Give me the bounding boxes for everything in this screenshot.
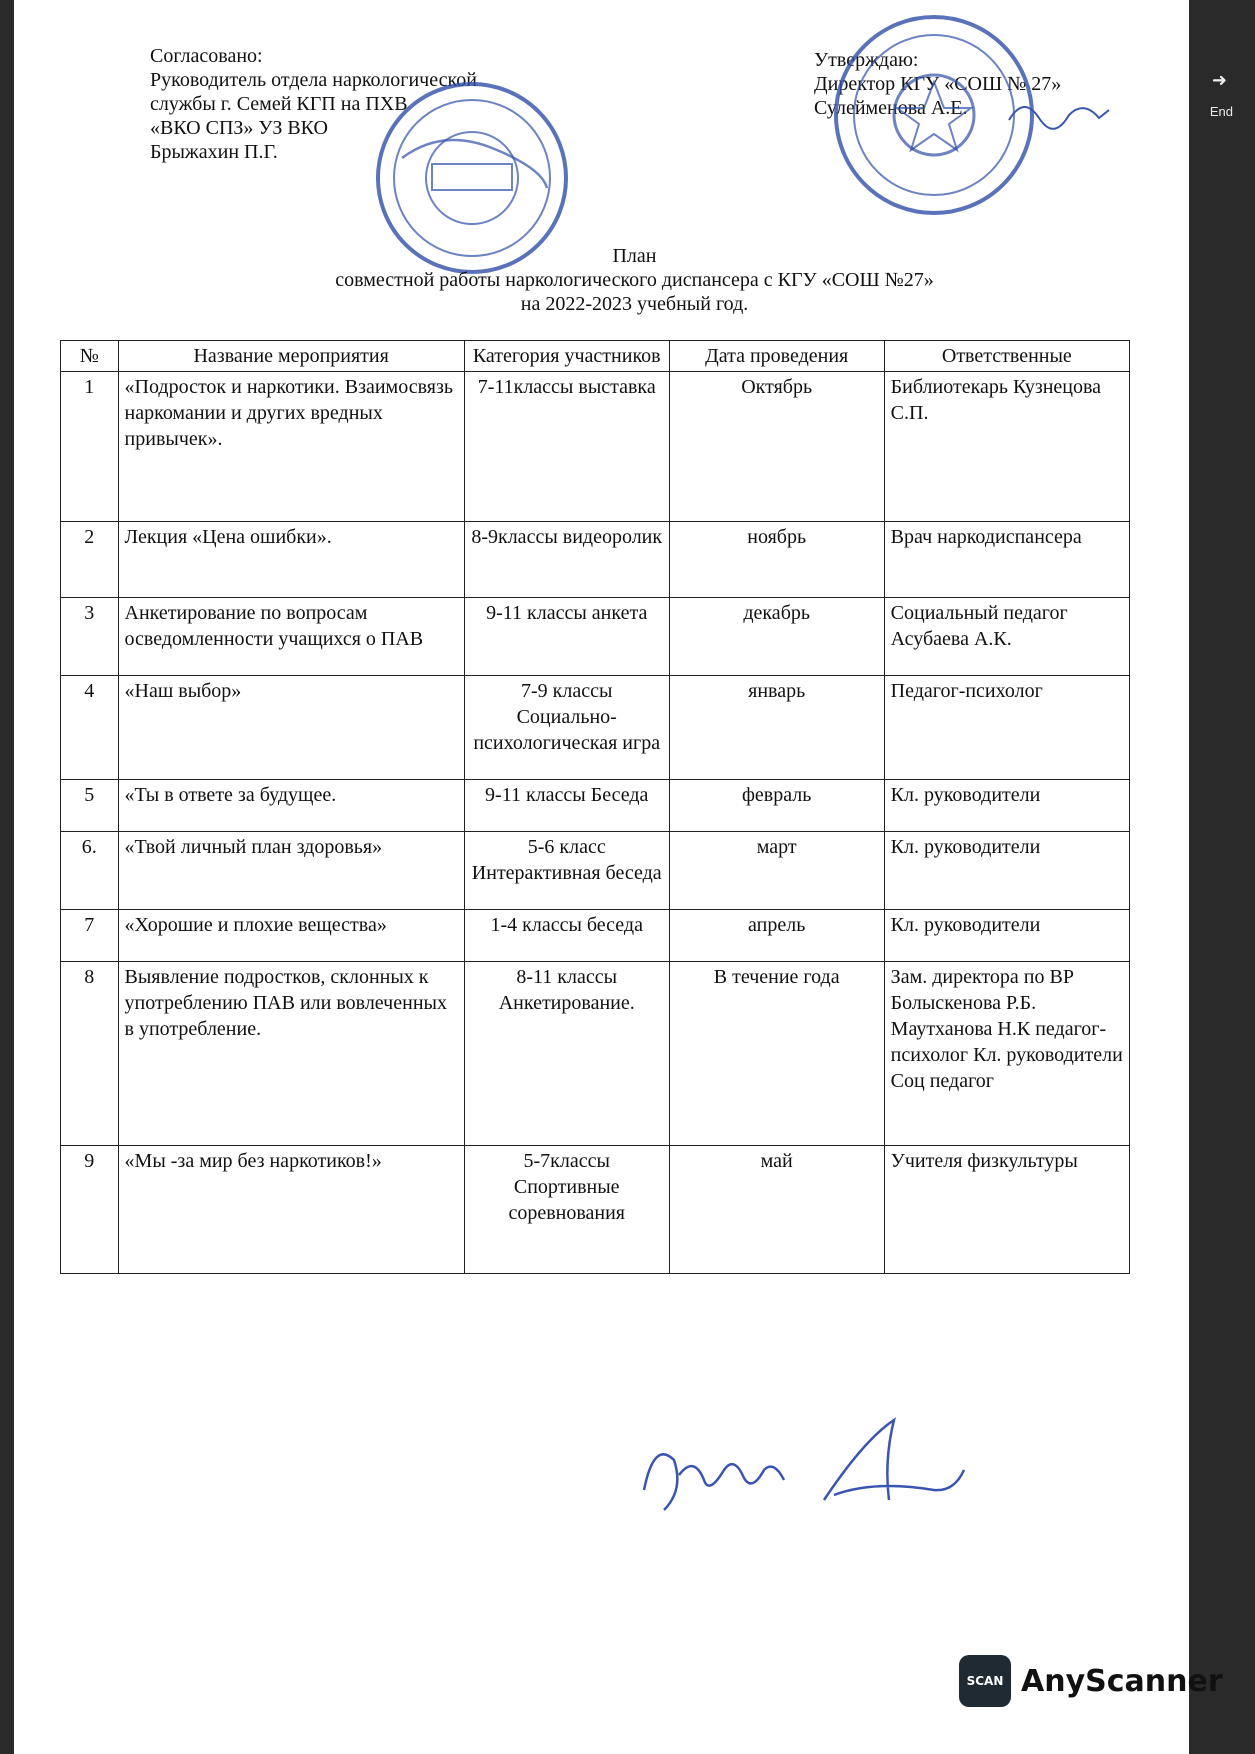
cell-date: март [669, 832, 884, 910]
cell-category: 7-11классы выставка [464, 372, 669, 522]
cell-category: 8-9классы видеоролик [464, 522, 669, 598]
cell-num: 1 [61, 372, 119, 522]
cell-responsible: Кл. руководители [884, 780, 1129, 832]
scanner-icon-label: SCAN [966, 1674, 1004, 1688]
cell-date: январь [669, 676, 884, 780]
table-row [61, 598, 1130, 676]
cell-date: февраль [669, 780, 884, 832]
cell-responsible: Учителя физкультуры [884, 1146, 1129, 1274]
cell-name: Лекция «Цена ошибки». [118, 522, 464, 598]
table-row [61, 962, 1130, 1146]
plan-table [60, 340, 1130, 1274]
cell-category: 1-4 классы беседа [464, 910, 669, 962]
cell-name: «Мы -за мир без наркотиков!» [118, 1146, 464, 1274]
cell-num: 7 [61, 910, 119, 962]
cell-responsible: Зам. директора по ВР Болыскенова Р.Б. Маутханова Н.К педагог-психолог Кл. руководители Соц педагог [884, 962, 1129, 1146]
cell-responsible: Социальный педагог Асубаева А.К. [884, 598, 1129, 676]
cell-category: 5-6 класс Интерактивная беседа [464, 832, 669, 910]
cell-num: 6. [61, 832, 119, 910]
column-header: Категория участников [464, 341, 669, 372]
cell-category: 9-11 классы Беседа [464, 780, 669, 832]
title-line: совместной работы наркологического диспансера с КГУ «СОШ №27» [335, 269, 934, 291]
cell-category: 5-7классы Спортивные соревнования [464, 1146, 669, 1274]
column-header: Название мероприятия [118, 341, 464, 372]
cell-num: 4 [61, 676, 119, 780]
cell-date: май [669, 1146, 884, 1274]
cell-date: Октябрь [669, 372, 884, 522]
approval-right-line: Директор КГУ «СОШ № 27» [814, 73, 1062, 95]
cell-responsible: Библиотекарь Кузнецова С.П. [884, 372, 1129, 522]
table-row [61, 780, 1130, 832]
approval-right-line: Сулейменова А.Е. [814, 97, 968, 119]
cell-date: апрель [669, 910, 884, 962]
approval-right-line: Утверждаю: [814, 49, 919, 71]
scanner-app-icon [959, 1655, 1011, 1707]
table-row [61, 910, 1130, 962]
scanner-app-name: AnyScanner [1021, 1663, 1223, 1699]
signature-icon [1004, 90, 1114, 140]
approval-left-line: Руководитель отдела наркологической [150, 69, 477, 91]
cell-responsible: Педагог-психолог [884, 676, 1129, 780]
table-row [61, 832, 1130, 910]
cell-date: В течение года [669, 962, 884, 1146]
cell-responsible: Кл. руководители [884, 832, 1129, 910]
title-line: План [612, 245, 657, 267]
cell-name: «Подросток и наркотики. Взаимосвязь наркомании и других вредных привычек». [118, 372, 464, 522]
column-header: Ответственные [884, 341, 1129, 372]
cell-num: 8 [61, 962, 119, 1146]
cell-name: Выявление подростков, склонных к употреблению ПАВ или вовлеченных в употребление. [118, 962, 464, 1146]
approval-left-line: Согласовано: [150, 45, 263, 67]
cell-responsible: Кл. руководители [884, 910, 1129, 962]
cell-category: 8-11 классы Анкетирование. [464, 962, 669, 1146]
cell-name: «Твой личный план здоровья» [118, 832, 464, 910]
cell-category: 9-11 классы анкета [464, 598, 669, 676]
table-row [61, 372, 1130, 522]
table-header-row [61, 341, 1130, 372]
cell-num: 9 [61, 1146, 119, 1274]
column-header: № [61, 341, 119, 372]
edge-end-label: End [1209, 104, 1233, 119]
cell-category: 7-9 классы Социально-психологическая игра [464, 676, 669, 780]
approval-left-line: «ВКО СПЗ» УЗ ВКО [150, 117, 328, 139]
column-header: Дата проведения [669, 341, 884, 372]
cell-num: 2 [61, 522, 119, 598]
cell-name: «Хорошие и плохие вещества» [118, 910, 464, 962]
cell-num: 3 [61, 598, 119, 676]
scanner-branding [959, 1655, 1223, 1707]
arrow-right-icon: ➜ [1211, 70, 1227, 91]
cell-name: «Наш выбор» [118, 676, 464, 780]
signature-icon [634, 1400, 974, 1530]
cell-date: декабрь [669, 598, 884, 676]
table-row [61, 522, 1130, 598]
title-line: на 2022-2023 учебный год. [520, 293, 749, 315]
table-row [61, 676, 1130, 780]
table-row [61, 1146, 1130, 1274]
cell-name: Анкетирование по вопросам осведомленности учащихся о ПАВ [118, 598, 464, 676]
approval-left-line: Брыжахин П.Г. [150, 141, 278, 163]
cell-name: «Ты в ответе за будущее. [118, 780, 464, 832]
cell-responsible: Врач наркодиспансера [884, 522, 1129, 598]
approval-left-line: службы г. Семей КГП на ПХВ [150, 93, 408, 115]
document-title [14, 244, 1255, 316]
cell-date: ноябрь [669, 522, 884, 598]
cell-num: 5 [61, 780, 119, 832]
